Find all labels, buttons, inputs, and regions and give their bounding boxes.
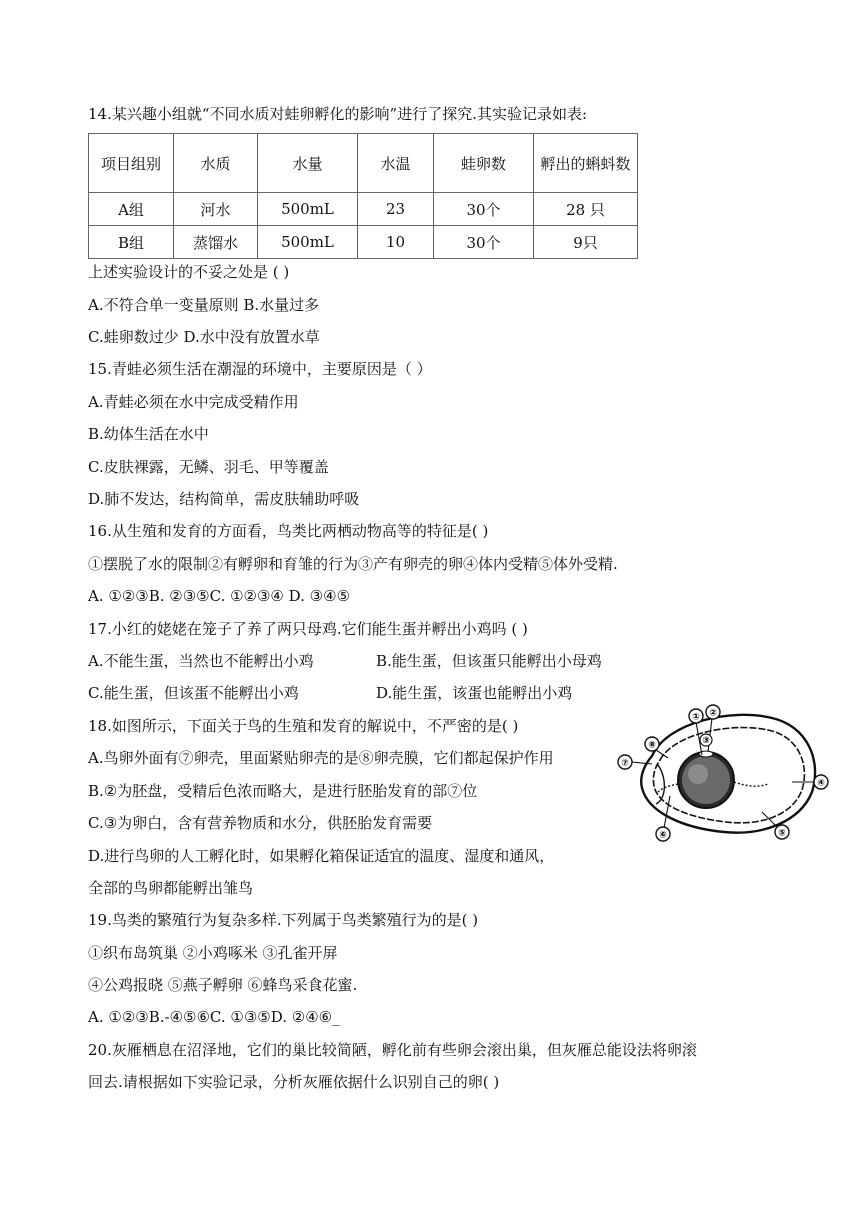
table-row bbox=[89, 226, 638, 259]
table-cell: 500mL bbox=[258, 193, 358, 226]
table-cell: B组 bbox=[89, 226, 174, 259]
table-header-row bbox=[89, 134, 638, 193]
table-cell: 10 bbox=[358, 226, 434, 259]
table-cell: 500mL bbox=[258, 226, 358, 259]
diagram-label-8: ⑧ bbox=[648, 740, 656, 751]
q19-options: A. ①②③B.-④⑤⑥C. ①③⑤D. ②④⑥_ bbox=[88, 1008, 340, 1026]
table-cell: 28 只 bbox=[534, 193, 638, 226]
table-cell: 9只 bbox=[534, 226, 638, 259]
table-cell: 河水 bbox=[174, 193, 258, 226]
q18-option-d: D.进行鸟卵的人工孵化时，如果孵化箱保证适宜的温度、湿度和通风， bbox=[88, 847, 555, 865]
q19-stem: 19.鸟类的繁殖行为复杂多样.下列属于鸟类繁殖行为的是( ) bbox=[88, 911, 479, 929]
diagram-label-5: ⑤ bbox=[778, 828, 786, 839]
q14-stem: 14.某兴趣小组就“不同水质对蛙卵孵化的影响”进行了探究.其实验记录如表: bbox=[88, 105, 588, 123]
q15-stem: 15.青蛙必须生活在潮湿的环境中，主要原因是（ ） bbox=[88, 360, 432, 378]
q17-option-a: A.不能生蛋，当然也不能孵出小鸡 bbox=[88, 652, 314, 670]
q17-option-d: D.能生蛋，该蛋也能孵出小鸡 bbox=[376, 684, 573, 702]
table-cell: 蒸馏水 bbox=[174, 226, 258, 259]
q16-items: ①摆脱了水的限制②有孵卵和育雏的行为③产有卵壳的卵④体内受精⑤体外受精. bbox=[88, 555, 618, 573]
q16-stem: 16.从生殖和发育的方面看，鸟类比两栖动物高等的特征是( ) bbox=[88, 522, 489, 540]
q16-options: A. ①②③B. ②③⑤C. ①②③④ D. ③④⑤ bbox=[88, 587, 351, 605]
q20-stem-line: 回去.请根据如下实验记录，分析灰雁依据什么识别自己的卵( ) bbox=[88, 1073, 500, 1091]
q15-option-a: A.青蛙必须在水中完成受精作用 bbox=[88, 393, 299, 411]
q14-options-line: C.蛙卵数过少 D.水中没有放置水草 bbox=[88, 328, 320, 346]
table-cell: 30个 bbox=[434, 226, 534, 259]
q14-question: 上述实验设计的不妥之处是 ( ) bbox=[88, 263, 290, 281]
diagram-label-1: ① bbox=[692, 712, 700, 723]
q15-option-d: D.肺不发达，结构简单，需皮肤辅助呼吸 bbox=[88, 490, 360, 508]
diagram-label-7: ⑦ bbox=[621, 758, 629, 769]
diagram-label-6: ⑥ bbox=[659, 830, 667, 841]
diagram-label-3: ③ bbox=[702, 736, 710, 746]
header-cell: 水质 bbox=[174, 134, 258, 193]
table-cell: 30个 bbox=[434, 193, 534, 226]
q18-option-a: A.鸟卵外面有⑦卵壳，里面紧贴卵壳的是⑧卵壳膜，它们都起保护作用 bbox=[88, 749, 554, 767]
q15-option-c: C.皮肤裸露，无鳞、羽毛、甲等覆盖 bbox=[88, 458, 329, 476]
q17-stem: 17.小红的姥姥在笼子了养了两只母鸡.它们能生蛋并孵出小鸡吗 ( ) bbox=[88, 620, 528, 638]
diagram-label-2: ② bbox=[709, 708, 717, 719]
experiment-record-table bbox=[88, 133, 638, 259]
q14-options-line: A.不符合单一变量原则 B.水量过多 bbox=[88, 296, 320, 314]
q19-items-line: ④公鸡报晓 ⑤燕子孵卵 ⑥蜂鸟采食花蜜. bbox=[88, 976, 358, 994]
header-cell: 水量 bbox=[258, 134, 358, 193]
diagram-label-4: ④ bbox=[817, 778, 825, 789]
q15-option-b: B.幼体生活在水中 bbox=[88, 425, 209, 443]
table-cell: 23 bbox=[358, 193, 434, 226]
bird-egg-diagram bbox=[612, 700, 842, 850]
q20-stem-line: 20.灰雁栖息在沼泽地，它们的巢比较简陋，孵化前有些卵会滚出巢，但灰雁总能设法将卵滚 bbox=[88, 1041, 697, 1059]
q17-option-b: B.能生蛋，但该蛋只能孵出小母鸡 bbox=[376, 652, 602, 670]
header-cell: 蛙卵数 bbox=[434, 134, 534, 193]
q18-option-b: B.②为胚盘，受精后色浓而略大，是进行胚胎发育的部⑦位 bbox=[88, 782, 478, 800]
header-cell: 水温 bbox=[358, 134, 434, 193]
q19-items-line: ①织布岛筑巢 ②小鸡啄米 ③孔雀开屏 bbox=[88, 944, 338, 962]
table-cell: A组 bbox=[89, 193, 174, 226]
q18-stem: 18.如图所示，下面关于鸟的生殖和发育的解说中，不严密的是( ) bbox=[88, 717, 519, 735]
header-cell: 孵出的蝌蚪数 bbox=[534, 134, 638, 193]
q18-option-d-continued: 全部的鸟卵都能孵出雏鸟 bbox=[88, 879, 254, 897]
header-cell: 项目组别 bbox=[89, 134, 174, 193]
q18-option-c: C.③为卵白，含有营养物质和水分，供胚胎发育需要 bbox=[88, 814, 433, 832]
q17-option-c: C.能生蛋，但该蛋不能孵出小鸡 bbox=[88, 684, 299, 702]
table-row bbox=[89, 193, 638, 226]
